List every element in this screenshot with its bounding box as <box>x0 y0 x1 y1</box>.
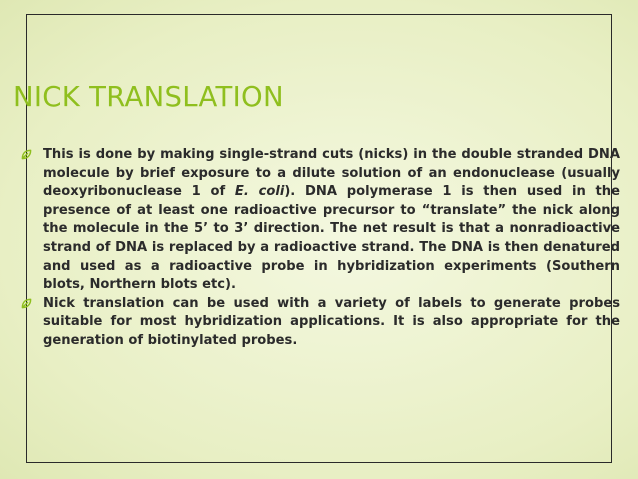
bullet-text-part: ). DNA polymerase 1 is then used in the presence of at least one radioactive precursor to “translate” the nick along the molecule in the 5’ to 3’ direction. The net result is that a nonradioactive strand of DNA is replaced by a radioactive strand. The DNA is then denatured and used as a radioactive probe in hybridization experiments (Southern blots, Northern blots etc). <box>43 184 620 293</box>
bullet-text-part: Nick translation can be used with a variety of labels to generate probes suitable for most hybridization applications. It is also appropriate for the generation of biotinylated probes. <box>43 295 620 348</box>
species-name: E. coli <box>234 184 285 200</box>
bullet-text-part: This is done by making single-strand cuts (nicks) in the double stranded DNA molecule by brief exposure to a dilute solution of an endonuclease (usually deoxyribonuclease 1 of <box>43 147 620 200</box>
bullet-item-1 <box>20 146 620 295</box>
slide-title: NICK TRANSLATION <box>13 81 284 113</box>
leaf-bullet-icon <box>21 149 32 160</box>
bullet-text <box>43 296 620 348</box>
bullet-list <box>20 146 620 351</box>
bullet-item-2 <box>20 295 620 351</box>
leaf-bullet-icon <box>21 298 32 309</box>
bullet-text <box>43 147 620 292</box>
